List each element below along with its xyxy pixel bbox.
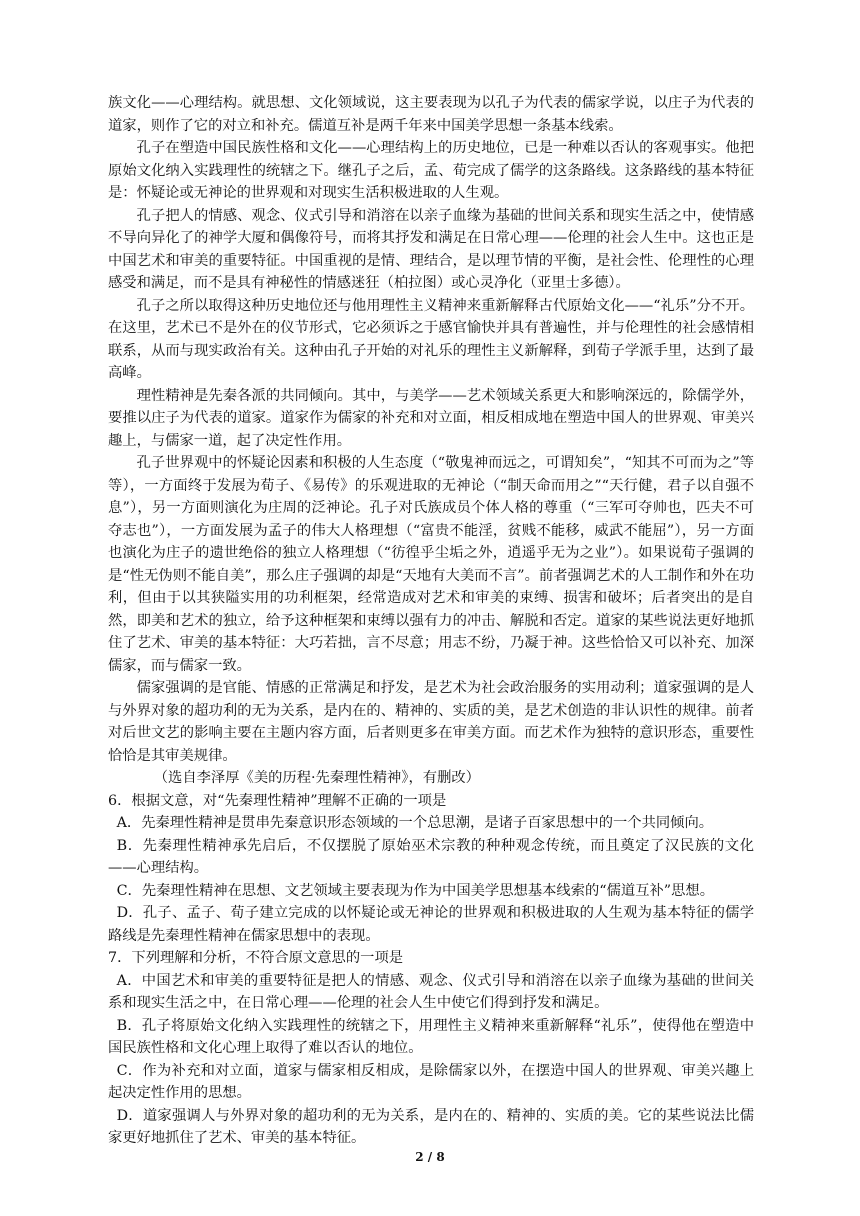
- document-content: [108, 92, 754, 1150]
- paragraph-3: 孔子把人的情感、观念、仪式引导和消溶在以亲子血缘为基础的世间关系和现实生活之中，使情感不导向异化了的神学大厦和偶像符号，而将其抒发和满足在日常心理——伦理的社会人生中。这也正是中国艺术和审美的重要特征。中国重视的是情、理结合，是以理节情的平衡，是社会性、伦理性的心理感受和满足，而不是具有神秘性的情感迷狂（柏拉图）或心灵净化（亚里士多德）。: [108, 207, 754, 291]
- source-citation: （选自李泽厚《美的历程·先秦理性精神》，有删改）: [153, 770, 480, 786]
- paragraph-6: 孔子世界观中的怀疑论因素和积极的人生态度（“敬鬼神而远之，可谓知矣”，“知其不可而为之”等等），一方面终于发展为荀子、《易传》的乐观进取的无神论（“制天命而用之”“天行健，君子以自强不息”），另一方面则演化为庄周的泛神论。孔子对氏族成员个体人格的尊重（“三军可夺帅也，匹夫不可夺志也”），一方面发展为孟子的伟大人格理想（“富贵不能淫，贫贱不能移，威武不能屈”），另一方面也演化为庄子的遗世绝俗的独立人格理想（“彷徨乎尘垢之外，逍遥乎无为之业”）。如果说荀子强调的是“性无伪则不能自美”，那么庄子强调的却是“天地有大美而不言”。前者强调艺术的人工制作和外在功利，但由于以其狭隘实用的功利框架，经常造成对艺术和审美的束缚、损害和破坏；后者突出的是自然，即美和艺术的独立，给予这种框架和束缚以强有力的冲击、解脱和否定。道家的某些说法更好地抓住了艺术、审美的基本特征：大巧若拙，言不尽意；用志不纷，乃凝于神。这些恰恰又可以补充、加深儒家，而与儒家一致。: [108, 455, 754, 674]
- option-a: A．中国艺术和审美的重要特征是把人的情感、观念、仪式引导和消溶在以亲子血缘为基础的世间关系和现实生活之中，在日常心理——伦理的社会人生中使它们得到抒发和满足。: [108, 972, 754, 1011]
- question-6: [108, 790, 754, 948]
- page-number: 2 / 8: [415, 1150, 445, 1164]
- paragraph-7: 儒家强调的是官能、情感的正常满足和抒发，是艺术为社会政治服务的实用动利；道家强调的是人与外界对象的超功利的无为关系，是内在的、精神的、实质的美，是艺术创造的非认识性的规律。前者对后世文艺的影响主要在主题内容方面，后者则更多在审美方面。而艺术作为独特的意识形态，重要性恰恰是其审美规律。: [108, 680, 754, 764]
- option-c: C．先秦理性精神在思想、文艺领域主要表现为作为中国美学思想基本线索的“儒道互补”思想。: [116, 882, 715, 899]
- option-d: D．孔子、孟子、荀子建立完成的以怀疑论或无神论的世界观和积极进取的人生观为基本特征的儒学路线是先秦理性精神在儒家思想中的表现。: [108, 905, 754, 944]
- option-c: C．作为补充和对立面，道家与儒家相反相成，是除儒家以外，在摆造中国人的世界观、审美兴趣上起决定性作用的思想。: [108, 1062, 754, 1101]
- paragraph-5: 理性精神是先秦各派的共同倾向。其中，与美学——艺术领域关系更大和影响深远的，除儒学外，要推以庄子为代表的道家。道家作为儒家的补充和对立面，相反相成地在塑造中国人的世界观、审美兴趣上，与儒家一道，起了决定性作用。: [108, 387, 754, 449]
- option-b: B．先秦理性精神承先启后，不仅摆脱了原始巫术宗教的种种观念传统，而且奠定了汉民族的文化——心理结构。: [108, 837, 754, 876]
- paragraph-4: 孔子之所以取得这种历史地位还与他用理性主义精神来重新解释古代原始文化——“礼乐”分不开。在这里，艺术已不是外在的仪节形式，它必须诉之于感官愉快并具有普遍性，并与伦理性的社会感情相联系，从而与现实政治有关。这种由孔子开始的对礼乐的理性主义新解释，到荀子学派手里，达到了最高峰。: [108, 297, 754, 381]
- option-a: A．先秦理性精神是贯串先秦意识形态领域的一个总思潮，是诸子百家思想中的一个共同倾向。: [116, 815, 714, 831]
- paragraph-2: 孔子在塑造中国民族性格和文化——心理结构上的历史地位，已是一种难以否认的客观事实。他把原始文化纳入实践理性的统辖之下。继孔子之后，孟、荀完成了儒学的这条路线。这条路线的基本特征是：怀疑论或无神论的世界观和对现实生活积极进取的人生观。: [108, 140, 754, 201]
- question-7: [108, 947, 754, 1150]
- question-stem: 6．根据文意，对“先秦理性精神”理解不正确的一项是: [108, 792, 447, 809]
- option-d: D．道家强调人与外界对象的超功利的无为关系，是内在的、精神的、实质的美。它的某些说法比儒家更好地抓住了艺术、审美的基本特征。: [108, 1107, 754, 1146]
- question-stem: 7．下列理解和分析，不符合原文意思的一项是: [108, 950, 404, 966]
- paragraph-1: 族文化——心理结构。就思想、文化领域说，这主要表现为以孔子为代表的儒家学说，以庄子为代表的道家，则作了它的对立和补充。儒道互补是两千年来中国美学思想一条基本线索。: [108, 95, 754, 134]
- option-b: B．孔子将原始文化纳入实践理性的统辖之下，用理性主义精神来重新解释“礼乐”，使得他在塑造中国民族性格和文化心理上取得了难以否认的地位。: [108, 1017, 754, 1056]
